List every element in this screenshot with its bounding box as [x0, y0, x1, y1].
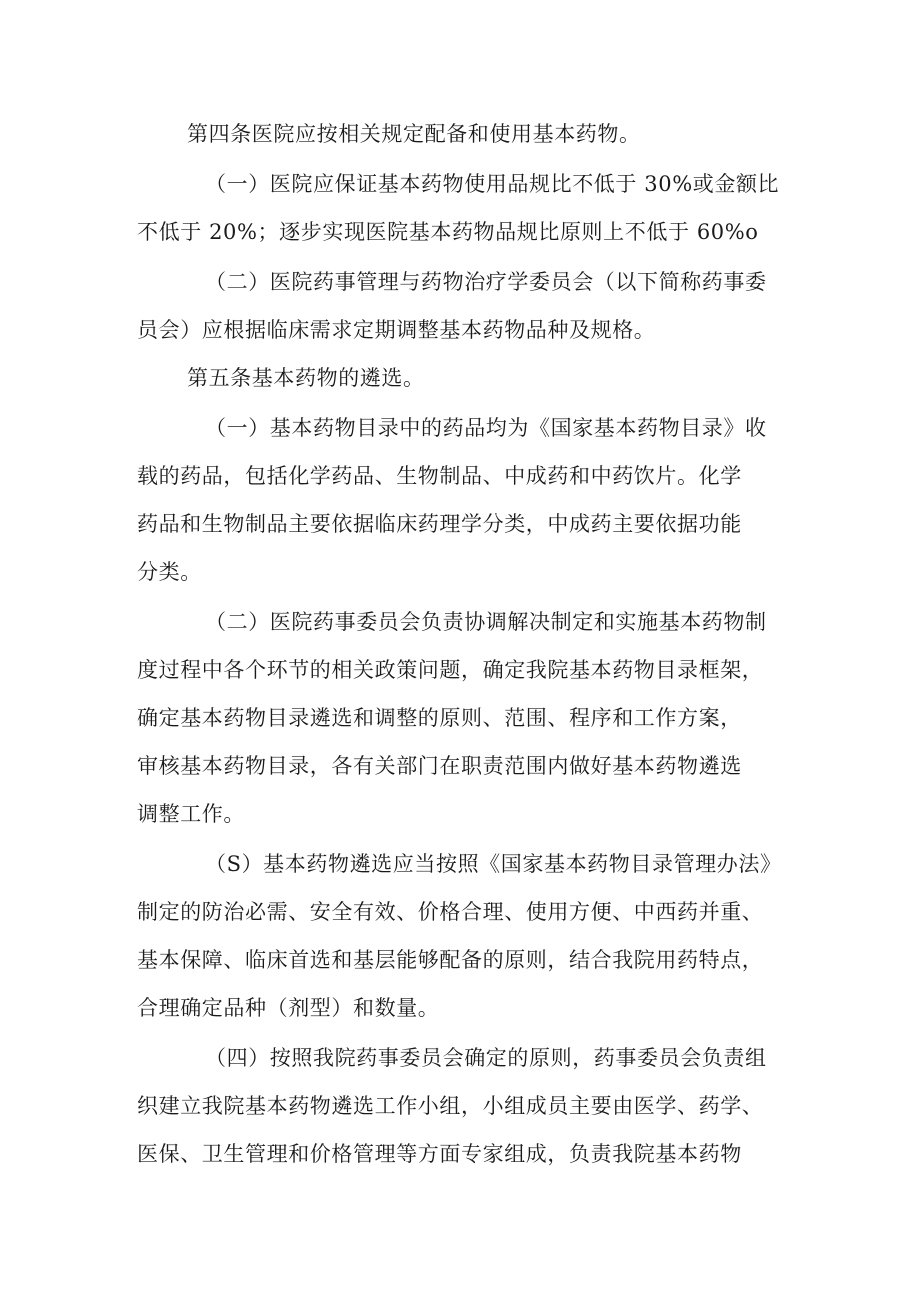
article-5-item-1-line-1: （一）基本药物目录中的药品均为《国家基本药物目录》收 [205, 416, 767, 440]
article-5-item-1-line-2: 载的药品，包括化学药品、生物制品、中成药和中药饮片。化学 [137, 464, 742, 488]
article-5-item-3-line-2: 制定的防治必需、安全有效、价格合理、使用方便、中西药并重、 [137, 900, 764, 924]
article-4-item-2-line-1: （二）医院药事管理与药物治疗学委员会（以下简称药事委 [205, 270, 767, 294]
article-5-item-2-line-4: 审核基本药物目录，各有关部门在职责范围内做好基本药物遴选 [137, 754, 742, 778]
article-5-item-4-line-3: 医保、卫生管理和价格管理等方面专家组成，负责我院基本药物 [137, 1142, 742, 1166]
article-5-item-1-line-3: 药品和生物制品主要依据临床药理学分类，中成药主要依据功能 [137, 512, 742, 536]
article-5-item-3-line-3: 基本保障、临床首选和基层能够配备的原则，结合我院用药特点， [137, 948, 764, 972]
article-5-item-3-line-4: 合理确定品种（剂型）和数量。 [137, 996, 440, 1020]
article-5-item-2-line-5: 调整工作。 [137, 802, 245, 826]
article-5-item-2-line-2: 度过程中各个环节的相关政策问题，确定我院基本药物目录框架， [137, 658, 764, 682]
article-5-item-4-line-1: （四）按照我院药事委员会确定的原则，药事委员会负责组 [205, 1046, 767, 1070]
document-body [137, 110, 797, 1178]
article-4-heading: 第四条医院应按相关规定配备和使用基本药物。 [187, 122, 641, 146]
article-5-heading: 第五条基本药物的遴选。 [187, 366, 425, 390]
article-5-item-2-line-3: 确定基本药物目录遴选和调整的原则、范围、程序和工作方案， [137, 706, 742, 730]
article-4-item-2-line-2: 员会）应根据临床需求定期调整基本药物品种及规格。 [137, 318, 656, 342]
article-4-item-1-line-2: 不低于 20%；逐步实现医院基本药物品规比原则上不低于 60%o [137, 220, 759, 244]
article-5-item-4-line-2: 织建立我院基本药物遴选工作小组，小组成员主要由医学、药学、 [137, 1094, 764, 1118]
article-5-item-1-line-4: 分类。 [137, 560, 202, 584]
article-5-item-2-line-1: （二）医院药事委员会负责协调解决制定和实施基本药物制 [205, 610, 767, 634]
article-5-item-3-line-1: （S）基本药物遴选应当按照《国家基本药物目录管理办法》 [205, 852, 782, 876]
article-4-item-1-line-1: （一）医院应保证基本药物使用品规比不低于 30%或金额比 [205, 172, 780, 196]
